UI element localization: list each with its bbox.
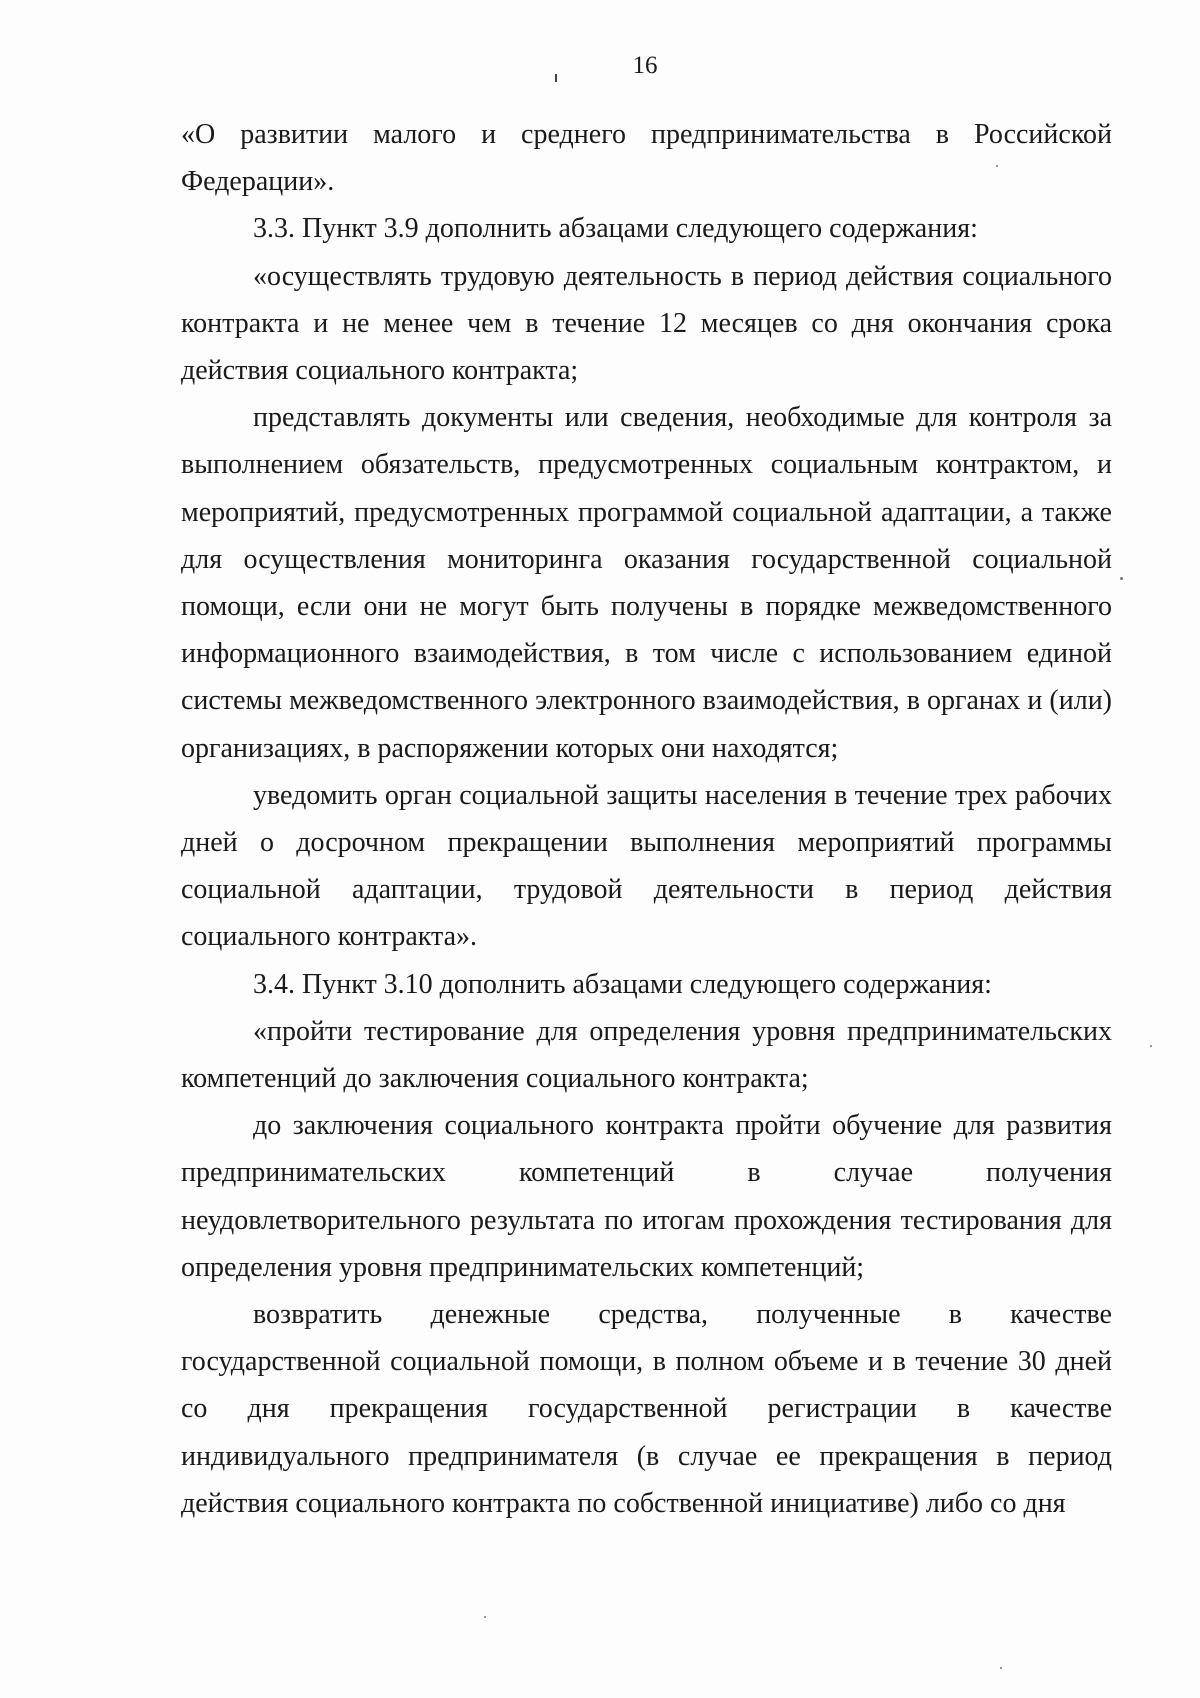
paragraph-item-3-4-c: возвратить денежные средства, полученные в качестве государственной социальной помощи, в полном объеме и в течение 30 дней со дня прекращения государственной регистрации в качестве индивидуального предпринимателя (в случае ее прекращения в период действия социального контракта по собственной инициативе) либо со дня [181, 1299, 1112, 1519]
scan-speck [1120, 577, 1123, 580]
paragraph-item-3-3-c: уведомить орган социальной защиты населения в течение трех рабочих дней о досрочном прекращении выполнения мероприятий программы социальной адаптации, трудовой деятельности в период действия социального контракта». [181, 779, 1112, 953]
paragraph-item-3-3: 3.3. Пункт 3.9 дополнить абзацами следующего содержания: [253, 213, 978, 245]
scan-mark [555, 74, 557, 82]
paragraph-item-3-4-a: «пройти тестирование для определения уровня предпринимательских компетенций до заключения социального контракта; [181, 1015, 1112, 1095]
page-number: 16 [632, 52, 658, 79]
scan-speck [1150, 1045, 1152, 1047]
paragraph-item-3-3-a: «осуществлять трудовую деятельность в период действия социального контракта и не менее чем в течение 12 месяцев со дня окончания срока действия социального контракта; [181, 260, 1112, 387]
paragraph-item-3-4: 3.4. Пункт 3.10 дополнить абзацами следующего содержания: [253, 968, 992, 1000]
scan-speck [1000, 1667, 1002, 1669]
paragraph-item-3-4-b: до заключения социального контракта пройти обучение для развития предпринимательских компетенций в случае получения неудовлетворительного результата по итогам прохождения тестирования для определения уровня предпринимательских компетенций; [181, 1110, 1112, 1283]
paragraph-item-3-3-b: представлять документы или сведения, необходимые для контроля за выполнением обязательств, предусмотренных социальным контрактом, и мероприятий, предусмотренных программой социальной адаптации, а также для осуществления мониторинга оказания государственной социальной помощи, если они не могут быть получены в порядке межведомственного информационного взаимодействия, в том числе с использованием единой системы межведомственного электронного взаимодействия, в органах и (или) организациях, в распоряжении которых они находятся; [181, 402, 1112, 764]
scan-speck [484, 1616, 486, 1618]
document-body [181, 111, 1112, 1527]
scan-speck [996, 165, 998, 167]
paragraph-law-title-continuation: «О развитии малого и среднего предпринимательства в Российской Федерации». [181, 119, 1112, 198]
